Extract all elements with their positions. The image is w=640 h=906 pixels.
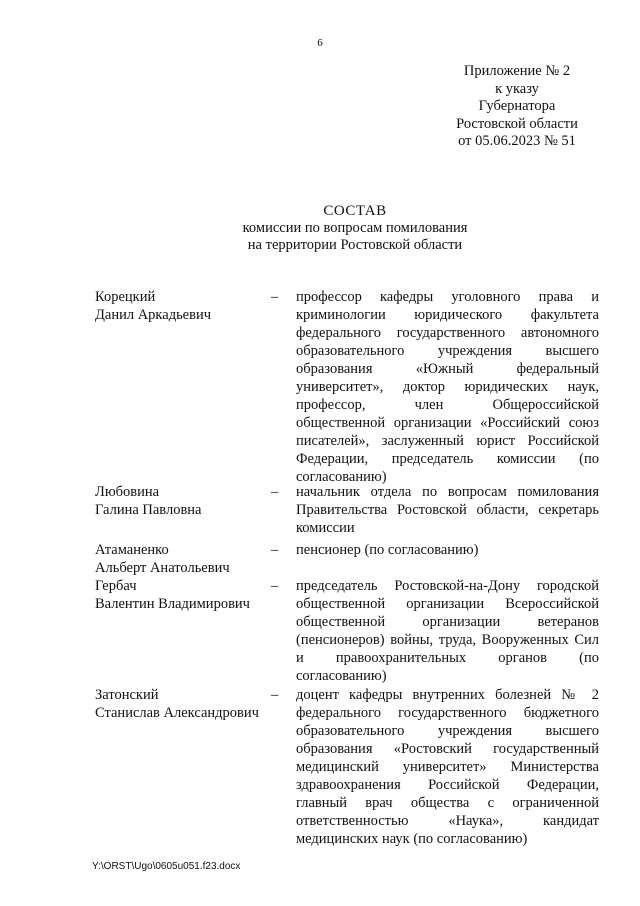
member-given-names: Данил Аркадьевич bbox=[95, 307, 212, 323]
member-name bbox=[95, 577, 275, 613]
member-surname: Корецкий bbox=[95, 289, 156, 305]
member-dash: – bbox=[271, 578, 279, 594]
page-number: 6 bbox=[317, 37, 323, 49]
document-subtitle: на территории Ростовской области bbox=[247, 237, 463, 253]
member-given-names: Станислав Александрович bbox=[95, 705, 259, 721]
footer-file-path: Y:\ORST\Ugo\0605u051.f23.docx bbox=[92, 861, 241, 872]
member-name bbox=[95, 288, 275, 324]
document-subtitle: комиссии по вопросам помилования bbox=[242, 220, 468, 236]
document-title: СОСТАВ bbox=[323, 203, 387, 219]
member-name bbox=[95, 686, 275, 722]
member-given-names: Альберт Анатольевич bbox=[95, 560, 230, 576]
member-surname: Атаманенко bbox=[95, 542, 169, 558]
document-heading bbox=[0, 203, 640, 254]
appendix-block bbox=[440, 63, 594, 151]
member-surname: Любовина bbox=[95, 484, 160, 500]
appendix-line: Губернатора bbox=[478, 98, 556, 114]
member-role: доцент кафедры внутренних болезней № 2 федерального государственного бюджетного образовательного учреждения высшего образования «Ростовский государственный медицинский университет» Министерства здравоохранения Российской Федерации, главный врач общества с ограниченной ответственностью «Наука», кандидат медицинских наук (по согласованию) bbox=[296, 687, 599, 847]
member-dash: – bbox=[271, 484, 279, 500]
appendix-line: от 05.06.2023 № 51 bbox=[458, 133, 576, 149]
member-role: профессор кафедры уголовного права и криминологии юридического факультета федерального государственного автономного образовательного учреждения высшего образования «Южный федеральный университет», доктор юридических наук, профессор, член Общероссийской общественной организации «Российский союз писателей», заслуженный юрист Российской Федерации, председатель комиссии (по согласованию) bbox=[296, 289, 599, 485]
member-dash: – bbox=[271, 687, 279, 703]
appendix-line: Приложение № 2 bbox=[463, 63, 571, 79]
member-role: председатель Ростовской-на-Дону городской общественной организации Всероссийской общественной организации ветеранов (пенсионеров) войны, труда, Вооруженных Сил и правоохранительных органов (по согласованию) bbox=[296, 578, 599, 684]
member-name bbox=[95, 541, 275, 577]
member-role: начальник отдела по вопросам помилования Правительства Ростовской области, секретарь комиссии bbox=[296, 484, 599, 536]
member-dash: – bbox=[271, 542, 279, 558]
member-surname: Гербач bbox=[95, 578, 137, 594]
appendix-line: Ростовской области bbox=[456, 115, 578, 132]
member-given-names: Валентин Владимирович bbox=[95, 596, 250, 612]
member-dash: – bbox=[271, 289, 279, 305]
member-role: пенсионер (по согласованию) bbox=[296, 542, 479, 558]
member-given-names: Галина Павловна bbox=[95, 502, 202, 518]
appendix-line: к указу bbox=[495, 80, 539, 97]
member-surname: Затонский bbox=[95, 687, 159, 703]
member-name bbox=[95, 483, 275, 519]
